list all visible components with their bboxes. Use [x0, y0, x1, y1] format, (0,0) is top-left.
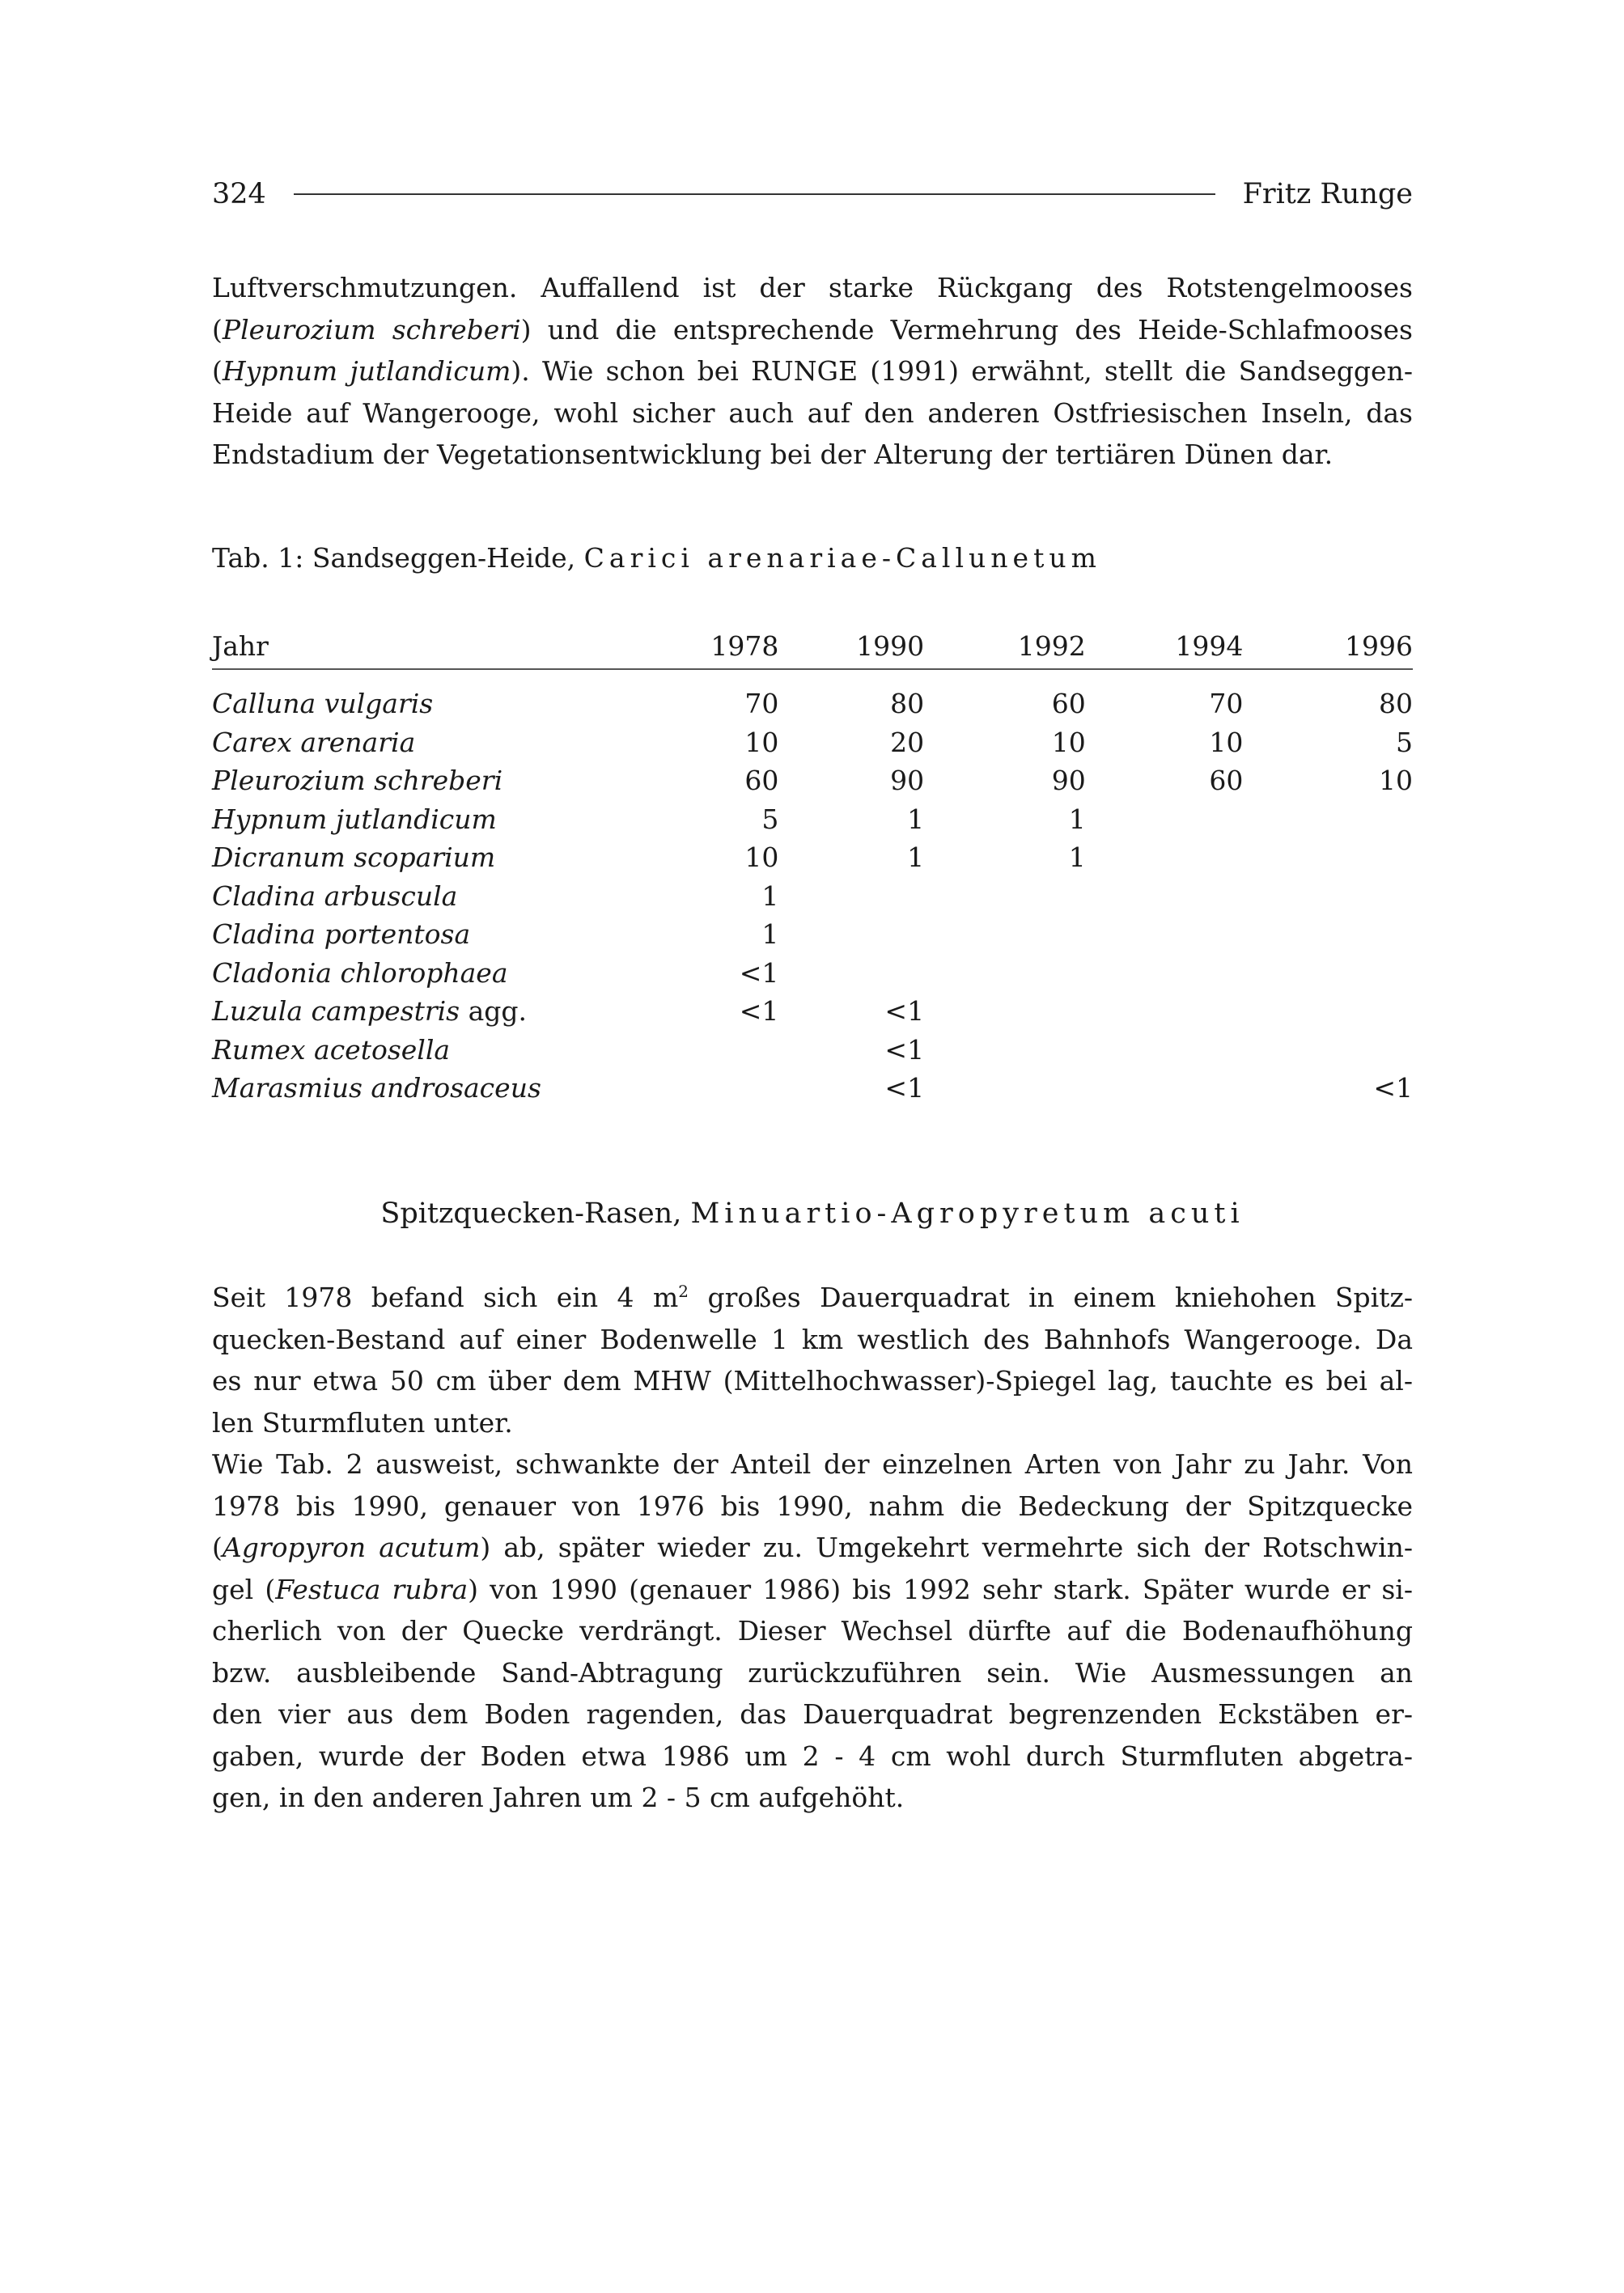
cover-value: 60 [1051, 688, 1086, 720]
table-row [212, 1031, 1413, 1070]
year-header: 1990 [856, 629, 925, 662]
para1-line-4: len Sturmfluten unter. [212, 1406, 513, 1439]
table-row [212, 838, 1413, 877]
para2-line-5: cherlich von der Quecke verdrängt. Dieser Wechsel dürfte auf die Bodenaufhöhung [212, 1615, 1413, 1647]
cover-value: 60 [744, 765, 779, 797]
cover-value: 10 [1209, 726, 1244, 758]
cover-value: 90 [890, 765, 925, 797]
species-cell [212, 765, 575, 796]
intro-line-1: Luftverschmutzungen. Auffallend ist der starke Rückgang des Rotstengelmooses [212, 272, 1413, 303]
cover-value: 1 [1068, 803, 1086, 835]
header-rule [294, 193, 1215, 195]
table-row [212, 992, 1413, 1031]
cover-value: 1 [907, 803, 925, 835]
species-cell [212, 841, 575, 873]
species-name: Marasmius androsaceus [212, 1072, 541, 1104]
species-name: Pleurozium schreberi [212, 765, 503, 797]
running-header [212, 172, 1413, 217]
cover-value: <1 [739, 995, 779, 1028]
intro-paragraph [212, 267, 1413, 476]
para2-line-4: gel (Festuca rubra) von 1990 (genauer 1986) bis 1992 sehr stark. Später wurde er si- [212, 1573, 1414, 1605]
species-cell [212, 1072, 575, 1104]
species-cell [212, 957, 575, 989]
species-cell [212, 727, 575, 758]
species-name: Agropyron acutum [222, 1532, 481, 1563]
species-cell [212, 803, 575, 835]
cover-value: <1 [739, 956, 779, 989]
year-header: 1978 [710, 629, 779, 662]
species-name: Hypnum jutlandicum [222, 355, 511, 387]
intro-line-4: Heide auf Wangerooge, wohl sicher auch auf den anderen Ostfriesischen Inseln, das [212, 396, 1413, 429]
cover-value: 5 [761, 803, 779, 835]
species-name: Cladina arbuscula [212, 879, 458, 912]
table-body [212, 685, 1413, 1108]
cover-value: 70 [1209, 688, 1244, 720]
cover-value: 5 [1396, 726, 1413, 758]
cover-value: 80 [890, 688, 925, 720]
cover-value: 1 [1068, 841, 1086, 874]
intro-line-3: (Hypnum jutlandicum). Wie schon bei RUNGE (1991) erwähnt, stellt die Sandseggen- [212, 355, 1413, 387]
para2-line-9: gen, in den anderen Jahren um 2 - 5 cm aufgehöht. [212, 1782, 905, 1813]
cover-value: <1 [884, 1072, 925, 1104]
para2-line-6: bzw. ausbleibende Sand-Abtragung zurückzuführen sein. Wie Ausmessungen an [212, 1656, 1413, 1689]
cover-value: 1 [761, 918, 779, 951]
cover-value: 10 [1379, 765, 1413, 797]
section2-paragraph-2 [212, 1443, 1413, 1819]
species-name: Cladina portentosa [212, 918, 471, 951]
species-suffix: agg. [460, 995, 527, 1028]
species-name: Hypnum jutlandicum [212, 803, 497, 835]
cover-value: 80 [1379, 688, 1413, 720]
para1-line-2: quecken-Bestand auf einer Bodenwelle 1 km westlich des Bahnhofs Wangerooge. Da [212, 1323, 1413, 1355]
species-name: Festuca rubra [275, 1573, 469, 1605]
year-header: 1996 [1345, 629, 1413, 662]
table-row [212, 723, 1413, 762]
para2-line-2: 1978 bis 1990, genauer von 1976 bis 1990, nahm die Bedeckung der Spitzquecke [212, 1490, 1413, 1522]
cover-value: 1 [907, 841, 925, 874]
species-name: Calluna vulgaris [212, 688, 434, 720]
cover-value: 1 [761, 879, 779, 912]
cover-value: 10 [1051, 726, 1086, 758]
table-row [212, 877, 1413, 916]
cover-value: <1 [884, 995, 925, 1028]
table-row [212, 761, 1413, 800]
association-name: Carici arenariae-Callunetum [583, 542, 1101, 574]
species-cell [212, 995, 575, 1027]
association-name: Minuartio-Agropyretum acuti [690, 1197, 1245, 1230]
table-row [212, 915, 1413, 954]
year-header: 1992 [1017, 629, 1086, 662]
para1-line-1: Seit 1978 befand sich ein 4 $m^2$ großes Dauerquadrat in einem kniehohen Spitz- [212, 1282, 1413, 1313]
para2-line-7: den vier aus dem Boden ragenden, das Dauerquadrat begrenzenden Eckstäben er- [212, 1698, 1413, 1730]
cover-value: 20 [890, 726, 925, 758]
cover-value: 70 [744, 688, 779, 720]
table-header-row [212, 623, 1413, 670]
intro-line-2: (Pleurozium schreberi) und die entsprechende Vermehrung des Heide-Schlafmooses [212, 313, 1413, 345]
table-caption: Tab. 1: Sandseggen-Heide, Carici arenariae-Callunetum [212, 542, 1101, 574]
species-name: Luzula campestris [212, 995, 460, 1028]
year-header: 1994 [1175, 629, 1244, 662]
header-label: Jahr [212, 629, 269, 662]
species-cell [212, 688, 575, 719]
cover-value: 90 [1051, 765, 1086, 797]
cover-value: 10 [744, 726, 779, 758]
running-author: Fritz Runge [1242, 178, 1413, 210]
species-name: Pleurozium schreberi [222, 313, 521, 345]
species-cell [212, 1034, 575, 1066]
table-row [212, 685, 1413, 723]
section2-paragraph-1 [212, 1277, 1413, 1443]
para2-line-8: gaben, wurde der Boden etwa 1986 um 2 - 4 cm wohl durch Sturmfluten abgetra- [212, 1740, 1413, 1772]
vegetation-table [212, 623, 1413, 1108]
species-name: Cladonia chlorophaea [212, 956, 508, 989]
table-row [212, 800, 1413, 839]
intro-line-5: Endstadium der Vegetationsentwicklung bei der Alterung der tertiären Dünen dar. [212, 439, 1334, 470]
cover-value: 60 [1209, 765, 1244, 797]
table-row [212, 954, 1413, 993]
para1-line-3: es nur etwa 50 cm über dem MHW (Mittelhochwasser)-Spiegel lag, tauchte es bei al- [212, 1365, 1413, 1397]
para2-line-3: (Agropyron acutum) ab, später wieder zu. Umgekehrt vermehrte sich der Rotschwin- [212, 1532, 1413, 1563]
section-heading: Spitzquecken-Rasen, Minuartio-Agropyretum acuti [380, 1197, 1245, 1230]
species-cell [212, 918, 575, 950]
table-row [212, 1069, 1413, 1108]
cover-value: <1 [884, 1033, 925, 1066]
cover-value: 10 [744, 841, 779, 874]
cover-value: <1 [1373, 1072, 1413, 1104]
species-cell [212, 880, 575, 912]
species-name: Carex arenaria [212, 726, 416, 758]
para2-line-1: Wie Tab. 2 ausweist, schwankte der Anteil der einzelnen Arten von Jahr zu Jahr. Von [212, 1448, 1413, 1480]
page-number: 324 [212, 178, 266, 210]
species-name: Dicranum scoparium [212, 841, 496, 874]
species-name: Rumex acetosella [212, 1033, 451, 1066]
